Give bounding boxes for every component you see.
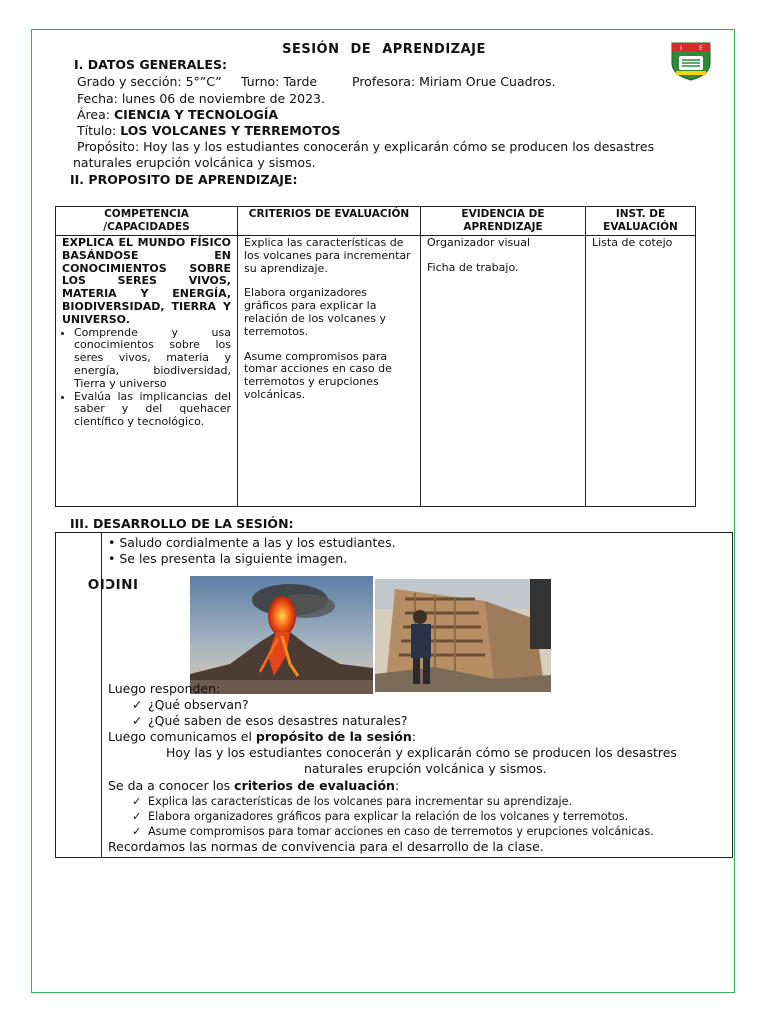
comunicamos-proposito xyxy=(108,729,416,745)
fecha: Fecha: lunes 06 de noviembre de 2023. xyxy=(77,91,325,106)
earthquake-image xyxy=(375,579,551,692)
check-icon: ✓ xyxy=(132,713,143,728)
criterios-prefix: Se da a conocer los xyxy=(108,778,235,793)
evidencia-item: Organizador visual xyxy=(427,236,531,249)
criterio-item xyxy=(132,794,572,809)
section3-heading: III. DESARROLLO DE LA SESIÓN: xyxy=(70,516,294,531)
proposito-line2: naturales erupción volcánica y sismos. xyxy=(73,155,316,170)
titulo-value: LOS VOLCANES Y TERREMOTOS xyxy=(120,123,341,138)
section1-heading: I. DATOS GENERALES: xyxy=(74,57,227,72)
bullet-text: Saludo cordialmente a las y los estudiantes. xyxy=(119,535,396,550)
competencia-cell xyxy=(56,236,238,507)
question-text: ¿Qué saben de esos desastres naturales? xyxy=(148,713,408,728)
criterio-item: Elabora organizadores gráficos para explicar la relación de los volcanes y terremotos. xyxy=(244,286,386,338)
area-label: Área: xyxy=(77,107,114,122)
check-icon: ✓ xyxy=(132,825,142,838)
bullet-text: Se les presenta la siguiente imagen. xyxy=(119,551,348,566)
page-title: SESIÓN DE APRENDIZAJE xyxy=(282,42,486,57)
svg-text:E: E xyxy=(699,45,703,52)
evidencia-cell xyxy=(421,236,586,507)
criterios-bold: criterios de evaluación xyxy=(234,778,395,793)
inicio-side-cell xyxy=(56,533,138,858)
section2-heading: II. PROPOSITO DE APRENDIZAJE: xyxy=(70,172,298,187)
volcano-image xyxy=(190,576,373,694)
comunicamos-prefix: Luego comunicamos el xyxy=(108,729,256,744)
question-item xyxy=(132,713,407,729)
criterios-suffix: : xyxy=(394,778,400,793)
criterio-text: Asume compromisos para tomar acciones en caso de terremotos y erupciones volcánicas. xyxy=(148,825,654,838)
area-value: CIENCIA Y TECNOLOGÍA xyxy=(113,107,279,122)
proposito-line2: naturales erupción volcánica y sismos. xyxy=(304,761,547,776)
header-criterios: CRITERIOS DE EVALUACIÓN xyxy=(238,207,421,236)
header-evidencia: EVIDENCIA DE APRENDIZAJE xyxy=(421,207,586,236)
normas-text: Recordamos las normas de convivencia para el desarrollo de la clase. xyxy=(108,839,544,854)
inicio-content xyxy=(102,533,733,858)
bullet-item: • Saludo cordialmente a las y los estudiantes. xyxy=(108,535,396,550)
svg-text:I: I xyxy=(680,45,682,52)
area xyxy=(77,107,278,123)
proposito-line1: Propósito: Hoy las y los estudiantes conocerán y explicarán cómo se producen los desastres xyxy=(77,139,655,154)
criterio-text: Explica las características de los volcanes para incrementar su aprendizaje. xyxy=(148,795,573,808)
comunicamos-bold: propósito de la sesión xyxy=(255,729,412,744)
competencia-text: EXPLICA EL MUNDO FÍSICO BASÁNDOSE EN CONOCIMIENTOS SOBRE LOS SERES VIVOS, MATERIA Y ENERGÍA, BIODIVERSIDAD, TIERRA Y UNIVERSO. xyxy=(62,236,231,326)
titulo xyxy=(77,123,340,139)
comunicamos-suffix: : xyxy=(411,729,416,744)
question-text: ¿Qué observan? xyxy=(148,697,249,712)
bullet-item: • Se les presenta la siguiente imagen. xyxy=(108,551,348,566)
development-table xyxy=(55,532,733,858)
capacidad-item: • Comprende y usa conocimientos sobre los seres vivos, materia y energía, biodiversidad, Tierra y universo xyxy=(74,327,231,391)
criterio-text: Elabora organizadores gráficos para explicar la relación de los volcanes y terremotos. xyxy=(148,810,629,823)
profesora: Profesora: Miriam Orue Cuadros. xyxy=(352,74,556,89)
criterios-cell xyxy=(238,236,421,507)
header-instrumento: INST. DE EVALUACIÓN xyxy=(586,207,696,236)
criterios-intro xyxy=(108,778,399,794)
grado-seccion: Grado y sección: 5°”C” xyxy=(77,74,222,89)
question-item xyxy=(132,697,249,713)
check-icon: ✓ xyxy=(132,795,142,808)
capacidades-list xyxy=(62,327,231,429)
check-icon: ✓ xyxy=(132,697,143,712)
luego-responden: Luego responden: xyxy=(108,681,221,696)
inicio-label: INICIO xyxy=(87,575,138,591)
capacidad-item: • Evalúa las implicancias del saber y del quehacer científico y tecnológico. xyxy=(74,391,231,429)
titulo-label: Título: xyxy=(77,123,121,138)
criterio-item: Asume compromisos para tomar acciones en caso de terremotos y erupciones volcánicas. xyxy=(244,349,392,401)
header-competencia: COMPETENCIA /CAPACIDADES xyxy=(56,207,238,236)
criteria-table xyxy=(55,206,696,507)
turno: Turno: Tarde xyxy=(241,74,318,89)
proposito-line1: Hoy las y los estudiantes conocerán y explicarán cómo se producen los desastres xyxy=(166,745,677,760)
criterio-item: Explica las características de los volcanes para incrementar su aprendizaje. xyxy=(244,236,411,275)
criterio-item xyxy=(132,809,628,824)
evidencia-item: Ficha de trabajo. xyxy=(427,260,519,274)
check-icon: ✓ xyxy=(132,810,142,823)
instrumento-cell: Lista de cotejo xyxy=(586,236,696,507)
criterio-item xyxy=(132,824,654,839)
school-logo xyxy=(668,37,714,81)
